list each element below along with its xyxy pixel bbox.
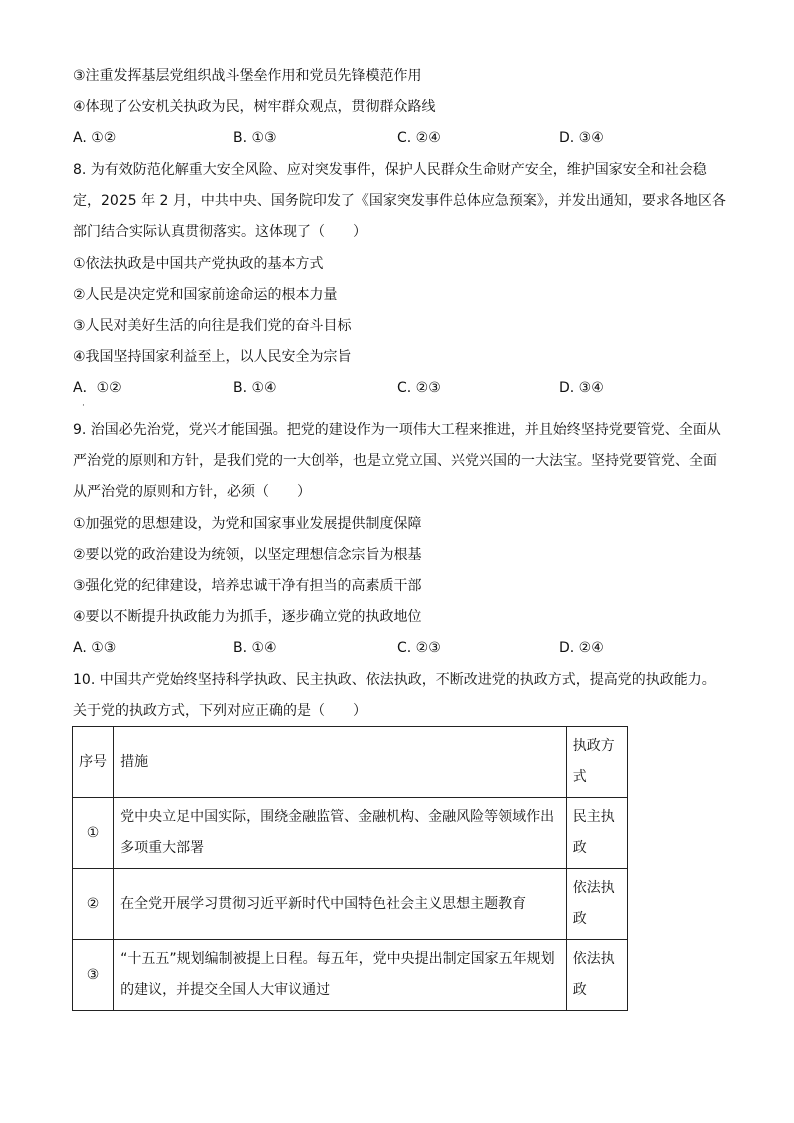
q9-stem-line-3: 从严治党的原则和方针，必须（ ） [73, 484, 311, 500]
q7-item-4: ④体现了公安机关执政为民，树牢群众观点，贯彻群众路线 [73, 99, 436, 115]
q7-option-d[interactable]: D. ③④ [559, 130, 604, 146]
table-row [73, 798, 628, 869]
q9-stem-line-2: 严治党的原则和方针，是我们党的一大创举，也是立党立国、兴党兴国的一大法宝。坚持党要管党、全面 [73, 453, 717, 469]
row-mode: 依法执政 [566, 869, 627, 940]
q8-option-a[interactable]: A．①② [73, 380, 122, 396]
q7-item-3: ③注重发挥基层党组织战斗堡垒作用和党员先锋模范作用 [73, 68, 422, 84]
q8-stem-line-2: 定，2025 年 2 月，中共中央、国务院印发了《国家突发事件总体应急预案》，并发出通知，要求各地区各 [73, 193, 726, 209]
q9-item-1: ①加强党的思想建设，为党和国家事业发展提供制度保障 [73, 516, 422, 532]
row-mode: 民主执政 [566, 798, 627, 869]
header-num: 序号 [73, 727, 114, 798]
row-num: ① [73, 798, 114, 869]
q9-item-4: ④要以不断提升执政能力为抓手，逐步确立党的执政地位 [73, 609, 422, 625]
table-header-row [73, 727, 628, 798]
q7-option-c[interactable]: C. ②④ [397, 130, 441, 146]
q9-option-d[interactable]: D. ②④ [559, 640, 604, 656]
q8-option-d[interactable]: D. ③④ [559, 380, 604, 396]
q10-stem-line-2: 关于党的执政方式，下列对应正确的是（ ） [73, 703, 367, 719]
header-measure: 措施 [114, 727, 567, 798]
q7-option-b[interactable]: B. ①③ [233, 130, 277, 146]
q9-option-c[interactable]: C. ②③ [397, 640, 441, 656]
q9-options [73, 638, 733, 658]
q8-stem-line-3: 部门结合实际认真贯彻落实。这体现了（ ） [73, 224, 367, 240]
row-mode: 依法执政 [566, 940, 627, 1011]
q8-option-c[interactable]: C. ②③ [397, 380, 441, 396]
row-num: ② [73, 869, 114, 940]
q9-stem-line-1: 9. 治国必先治党，党兴才能国强。把党的建设作为一项伟大工程来推进，并且始终坚持党要管党、全面从 [73, 422, 721, 438]
q10-table [72, 726, 628, 1011]
row-measure: 在全党开展学习贯彻习近平新时代中国特色社会主义思想主题教育 [114, 869, 567, 940]
q8-item-3: ③人民对美好生活的向往是我们党的奋斗目标 [73, 318, 352, 334]
table-row [73, 940, 628, 1011]
table-row [73, 869, 628, 940]
q9-item-3: ③强化党的纪律建设，培养忠诚干净有担当的高素质干部 [73, 578, 422, 594]
q7-option-a[interactable]: A. ①② [73, 130, 117, 146]
q8-item-4: ④我国坚持国家利益至上，以人民安全为宗旨 [73, 349, 352, 365]
header-mode: 执政方式 [566, 727, 627, 798]
q8-stem-line-1: 8. 为有效防范化解重大安全风险、应对突发事件，保护人民群众生命财产安全，维护国家安全和社会稳 [73, 162, 707, 178]
q9-item-2: ②要以党的政治建设为统领，以坚定理想信念宗旨为根基 [73, 547, 422, 563]
q9-option-b[interactable]: B. ①④ [233, 640, 277, 656]
row-measure: “十五五”规划编制被提上日程。每五年，党中央提出制定国家五年规划的建议，并提交全国人大审议通过 [114, 940, 567, 1011]
q8-options [73, 378, 733, 398]
q7-options [73, 128, 733, 148]
stray-mark: · [82, 401, 85, 411]
q8-option-b[interactable]: B. ①④ [233, 380, 277, 396]
q8-item-2: ②人民是决定党和国家前途命运的根本力量 [73, 287, 338, 303]
row-num: ③ [73, 940, 114, 1011]
q9-option-a[interactable]: A. ①③ [73, 640, 117, 656]
q10-stem-line-1: 10. 中国共产党始终坚持科学执政、民主执政、依法执政，不断改进党的执政方式，提高党的执政能力。 [73, 672, 716, 688]
q8-item-1: ①依法执政是中国共产党执政的基本方式 [73, 256, 324, 272]
row-measure: 党中央立足中国实际，围绕金融监管、金融机构、金融风险等领域作出多项重大部署 [114, 798, 567, 869]
